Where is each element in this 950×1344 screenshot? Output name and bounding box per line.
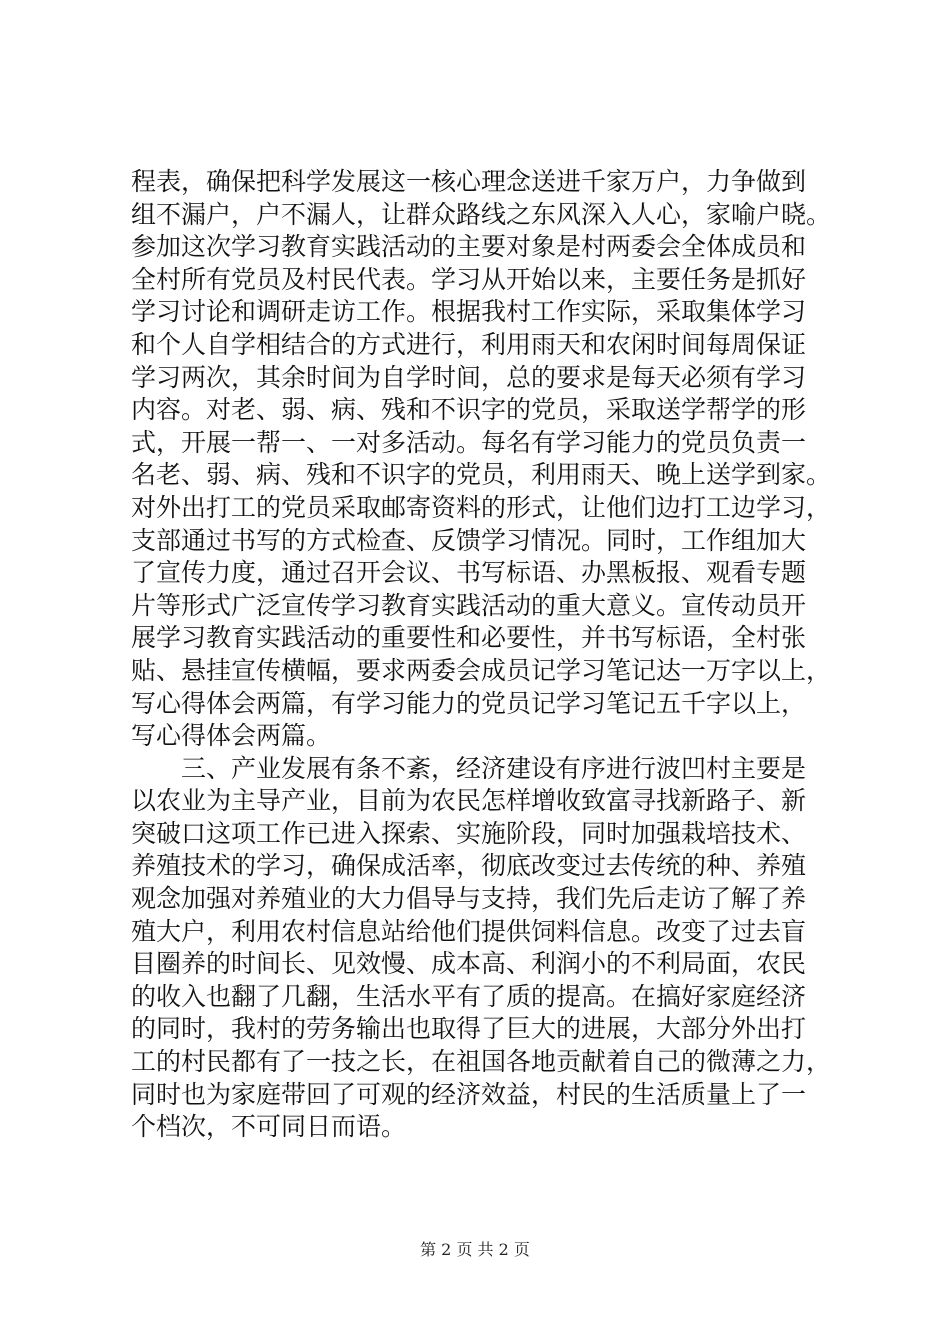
text-line: 同时也为家庭带回了可观的经济效益，村民的生活质量上了一 — [131, 1079, 807, 1109]
page-number-footer: 第 2 页 共 2 页 — [420, 1240, 530, 1259]
document-body — [131, 166, 831, 1144]
text-line: 学习两次，其余时间为自学时间，总的要求是每天必须有学习 — [131, 362, 807, 392]
text-line: 养殖技术的学习，确保成活率，彻底改变过去传统的种、养殖 — [131, 851, 807, 881]
text-line: 三、产业发展有条不紊，经济建设有序进行波凹村主要是 — [131, 753, 807, 783]
text-line: 个档次，不可同日而语。 — [131, 1112, 407, 1142]
text-line: 程表，确保把科学发展这一核心理念送进千家万户，力争做到 — [131, 167, 807, 196]
text-line: 全村所有党员及村民代表。学习从开始以来，主要任务是抓好 — [131, 264, 807, 294]
text-line: 学习讨论和调研走访工作。根据我村工作实际，采取集体学习 — [131, 297, 807, 327]
text-line: 内容。对老、弱、病、残和不识字的党员，采取送学帮学的形 — [131, 395, 807, 425]
text-line: 对外出打工的党员采取邮寄资料的形式，让他们边打工边学习， — [131, 492, 831, 522]
text-line: 支部通过书写的方式检查、反馈学习情况。同时，工作组加大 — [131, 525, 807, 555]
text-line: 写心得体会两篇。 — [131, 721, 332, 751]
text-line: 展学习教育实践活动的重要性和必要性，并书写标语，全村张 — [131, 623, 807, 653]
text-line: 突破口这项工作已进入探索、实施阶段，同时加强栽培技术、 — [131, 818, 807, 848]
text-line: 以农业为主导产业，目前为农民怎样增收致富寻找新路子、新 — [131, 786, 807, 816]
text-line: 片等形式广泛宣传学习教育实践活动的重大意义。宣传动员开 — [131, 590, 807, 620]
text-line: 了宣传力度，通过召开会议、书写标语、办黑板报、观看专题 — [131, 558, 807, 588]
text-line: 工的村民都有了一技之长，在祖国各地贡献着自己的微薄之力， — [131, 1047, 831, 1077]
text-line: 的收入也翻了几翻，生活水平有了质的提高。在搞好家庭经济 — [131, 981, 807, 1011]
text-line: 名老、弱、病、残和不识字的党员，利用雨天、晚上送学到家。 — [131, 460, 831, 490]
text-line: 参加这次学习教育实践活动的主要对象是村两委会全体成员和 — [131, 232, 807, 262]
text-line: 和个人自学相结合的方式进行，利用雨天和农闲时间每周保证 — [131, 329, 807, 359]
text-line: 殖大户，利用农村信息站给他们提供饲料信息。改变了过去盲 — [131, 916, 807, 946]
text-line: 式，开展一帮一、一对多活动。每名有学习能力的党员负责一 — [131, 427, 807, 457]
text-line: 观念加强对养殖业的大力倡导与支持，我们先后走访了解了养 — [131, 884, 807, 914]
text-line: 目圈养的时间长、见效慢、成本高、利润小的不利局面，农民 — [131, 949, 807, 979]
text-line: 写心得体会两篇，有学习能力的党员记学习笔记五千字以上， — [131, 688, 807, 718]
text-line: 的同时，我村的劳务输出也取得了巨大的进展，大部分外出打 — [131, 1014, 807, 1044]
text-line: 组不漏户，户不漏人，让群众路线之东风深入人心，家喻户晓。 — [131, 199, 831, 229]
text-line: 贴、悬挂宣传横幅，要求两委会成员记学习笔记达一万字以上， — [131, 655, 831, 685]
